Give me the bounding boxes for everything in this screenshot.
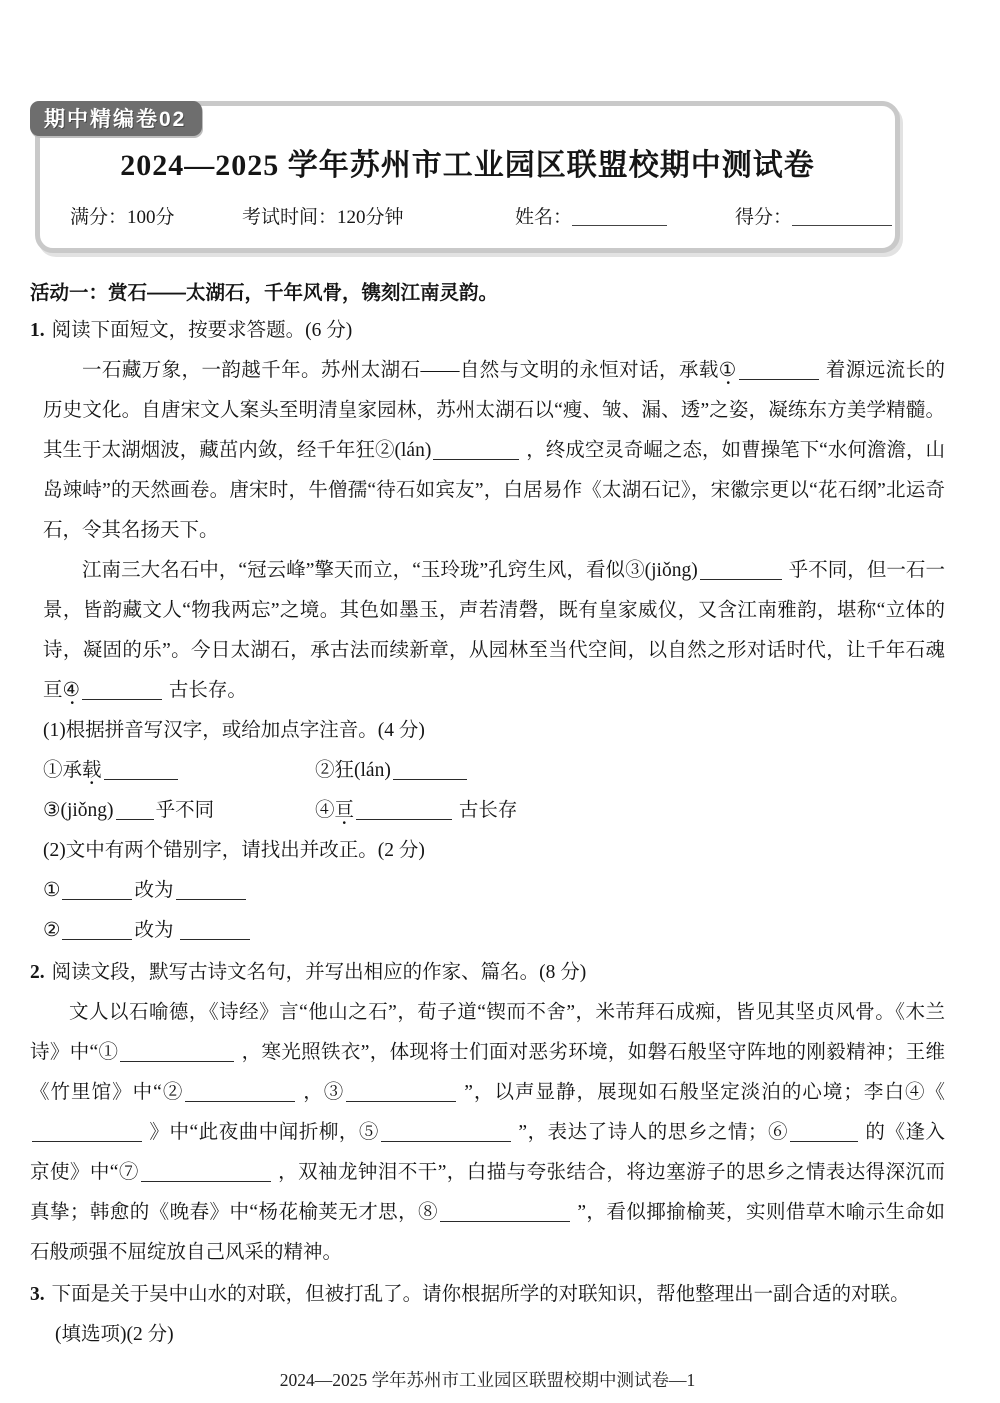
- page-footer: 2024—2025 学年苏州市工业园区联盟校期中测试卷—1: [279, 1370, 696, 1390]
- question2-number: 2.: [30, 962, 45, 983]
- q1-fix-row1: ① 改为: [43, 871, 945, 911]
- question1-prompt-text: 阅读下面短文，按要求答题。(6 分): [51, 320, 353, 341]
- question3-number: 3.: [30, 1284, 45, 1305]
- name-blank: [572, 211, 667, 226]
- q1-sub2-label: (2)文中有两个错别字，请找出并改正。(2 分): [43, 840, 425, 861]
- page-header: [30, 101, 945, 253]
- question2-prompt-text: 阅读文段，默写古诗文名句，并写出相应的作家、篇名。(8 分): [51, 962, 587, 983]
- exam-info-row: [40, 202, 895, 228]
- q1-pinyin-item2: ②狂(lán): [315, 751, 469, 791]
- paper-badge: 期中精编卷02: [30, 101, 202, 136]
- q1-passage-paragraph1: 一石藏万象，一韵越千年。苏州太湖石——自然与文明的永恒对话，承载① 着源远流长的历史文化。自唐宋文人案头至明清皇家园林，苏州太湖石以“瘦、皱、漏、透”之姿，凝练东方美学精髓。其生于太湖烟波，藏茁内敛，经千年狂②(lán) ，终成空灵奇崛之态，如曹操笔下“水何澹澹，山岛竦峙”的天然画卷。唐宋时，牛僧孺“待石如宾友”，白居易作《太湖石记》，宋徽宗更以“花石纲”北运奇石，令其名扬天下。: [43, 360, 946, 541]
- q1-sub1-label: (1)根据拼音写汉字，或给加点字注音。(4 分): [43, 720, 425, 741]
- question1-prompt: [30, 311, 945, 351]
- q2-passage: 文人以石喻德，《诗经》言“他山之石”，荀子道“锲而不舍”，米芾拜石成痴，皆见其坚贞风骨。《木兰诗》中“① ，寒光照铁衣”，体现将士们面对恶劣环境，如磐石般坚守阵地的刚毅精神；王维《竹里馆》中“② ，③ ”，以声显静，展现如石般坚定淡泊的心境；李白④《 》中“此夜曲中闻折柳，⑤ ”，表达了诗人的思乡之情；⑥ 的《逢入京使》中“⑦ ，双袖龙钟泪不干”，白描与夸张结合，将边塞游子的思乡之情表达得深沉而真挚；韩愈的《晚春》中“杨花榆荚无才思，⑧ ”，看似揶揄榆荚，实则借草木喻示生命如石般顽强不屈绽放自己风采的精神。: [30, 1002, 946, 1263]
- question3-prompt-line2: (填选项)(2 分): [55, 1324, 174, 1345]
- activity1-heading: 活动一：赏石——太湖石，千年风骨，镌刻江南灵韵。: [30, 282, 499, 304]
- q1-pinyin-item3: ③(jiǒng) 乎不同: [43, 800, 215, 821]
- full-score-label: 满分：100分: [70, 207, 175, 228]
- q1-pinyin-item1: ①承载: [43, 751, 315, 791]
- q1-fix-row2: ② 改为: [43, 911, 945, 951]
- question2-prompt: [30, 953, 945, 993]
- q1-passage-paragraph2: 江南三大名石中，“冠云峰”擎天而立，“玉玲珑”孔窍生风，看似③(jiǒng) 乎不同，但一石一景，皆韵藏文人“物我两忘”之境。其色如墨玉，声若清磬，既有皇家威仪，又含江南雅韵，堪称“立体的诗，凝固的乐”。今日太湖石，承古法而续新章，从园林至当代空间，以自然之形对话时代，让千年石魂亘④ 古长存。: [43, 560, 945, 701]
- q1-pinyin-item4: ④亘 古长存: [315, 800, 518, 821]
- question3-prompt-text: 下面是关于吴中山水的对联，但被打乱了。请你根据所学的对联知识，帮他整理出一副合适的对联。: [51, 1284, 910, 1305]
- question1-number: 1.: [30, 320, 45, 341]
- score-label: 得分：: [735, 207, 793, 228]
- score-blank: [792, 211, 892, 226]
- question3-prompt: [30, 1275, 945, 1315]
- q1-pinyin-row2: [43, 791, 945, 831]
- page-title: 2024—2025 学年苏州市工业园区联盟校期中测试卷: [120, 149, 815, 182]
- name-label: 姓名：: [515, 207, 573, 228]
- name-field: [515, 202, 667, 229]
- q1-pinyin-row1: [43, 751, 945, 791]
- score-field: [735, 202, 892, 229]
- exam-time-label: 考试时间：120分钟: [242, 207, 404, 228]
